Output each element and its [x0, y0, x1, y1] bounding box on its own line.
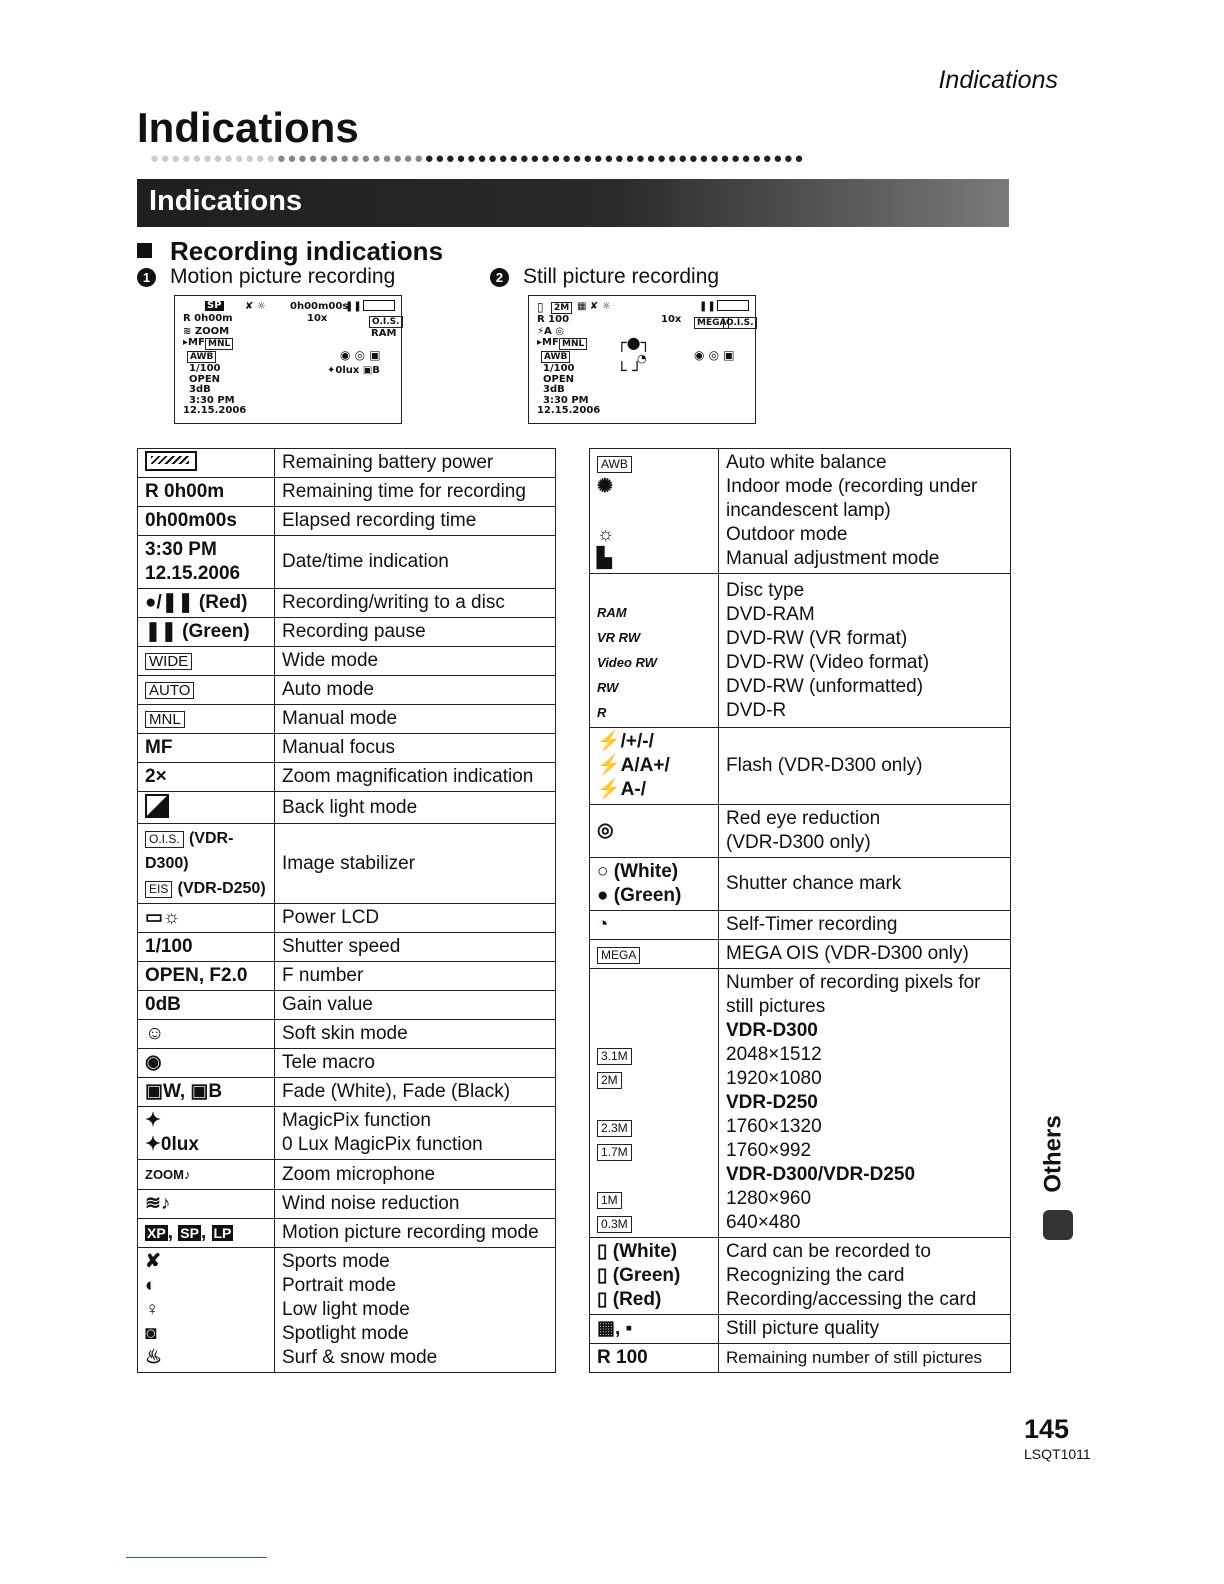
left-table-symbol: R 0h00m	[138, 478, 275, 507]
left-table-row	[138, 1107, 556, 1160]
ram-icon: RAM	[371, 328, 397, 339]
magicpix-icon: ✦	[145, 1110, 161, 1131]
left-table-description: Gain value	[275, 991, 556, 1020]
document-code: LSQT1011	[1024, 1446, 1091, 1462]
right-table-symbol: AWB ✺ ☼ ▙	[590, 449, 719, 574]
left-table-description: Remaining time for recording	[275, 478, 556, 507]
left-table-symbol: O.I.S. (VDR-D300) EIS (VDR-D250)	[138, 824, 275, 904]
right-table-symbol: 3.1M 2M 2.3M 1.7M 1M 0.3M	[590, 969, 719, 1238]
left-table-symbol: MF	[138, 734, 275, 763]
right-table-row	[590, 940, 1011, 969]
footer-link-line	[126, 1557, 267, 1558]
flash-icon: ⚡/+/-/	[597, 731, 654, 752]
power-lcd-icon: ▭☼	[145, 907, 181, 928]
left-table-symbol: 0h00m00s	[138, 507, 275, 536]
disc-icon: R	[597, 705, 607, 720]
right-table-row	[590, 1344, 1011, 1373]
self-timer-icon: ◔	[597, 914, 609, 935]
quality-icon: ▦, ▪	[597, 1318, 633, 1339]
right-table-symbol: ▯ (White) ▯ (Green) ▯ (Red)	[590, 1238, 719, 1315]
left-table-description: Recording/writing to a disc	[275, 589, 556, 618]
left-table-description: Remaining battery power	[275, 449, 556, 478]
left-table-symbol	[138, 1160, 275, 1190]
motion-recording-label: 1 Motion picture recording	[137, 265, 395, 289]
flash-icon: ⚡A-/	[597, 779, 646, 800]
left-table-row	[138, 824, 556, 904]
left-table-symbol: MNL	[138, 705, 275, 734]
left-table-description: Fade (White), Fade (Black)	[275, 1078, 556, 1107]
left-table-description: Date/time indication	[275, 536, 556, 589]
right-table-symbol: MEGA	[590, 940, 719, 969]
disc-icon: RW	[597, 680, 619, 695]
page-number: 145	[1024, 1414, 1070, 1444]
left-table-row	[138, 536, 556, 589]
quality-scene-icons: ▦ ✘ ☼	[577, 301, 611, 312]
scene-icon: ✘ ◐ ♀ ◙ ♨	[145, 1251, 163, 1368]
left-table-symbol: OPEN, F2.0	[138, 962, 275, 991]
left-table-row	[138, 449, 556, 478]
mf-indicator: ▸MF	[537, 337, 559, 348]
still-screen-diagram	[528, 295, 756, 424]
fade-icon: ▣W, ▣B	[145, 1081, 223, 1102]
left-table-description: Elapsed recording time	[275, 507, 556, 536]
disc-icon: RAM	[597, 605, 627, 620]
left-table-row	[138, 991, 556, 1020]
time-value: 3:30 PM	[189, 395, 235, 406]
left-table-symbol	[138, 1248, 275, 1373]
left-table-description: Zoom microphone	[275, 1160, 556, 1190]
left-table-description: Recording pause	[275, 618, 556, 647]
left-table-row	[138, 904, 556, 933]
zoom-indicator: 10x	[307, 313, 328, 324]
left-table-description: Motion picture recording mode	[275, 1219, 556, 1248]
left-table-row	[138, 676, 556, 705]
pause-icon: ❚❚	[345, 301, 362, 312]
left-table-symbol	[138, 1219, 275, 1248]
mnl-icon: MNL	[205, 338, 233, 350]
mnl-icon: MNL	[559, 338, 587, 350]
number-one-icon: 1	[137, 268, 156, 287]
left-table-description: Wide mode	[275, 647, 556, 676]
right-table-description: Card can be recorded to Recognizing the card Recording/accessing the card	[719, 1238, 1011, 1315]
left-table-description: Power LCD	[275, 904, 556, 933]
left-table-row	[138, 507, 556, 536]
left-table-description: Back light mode	[275, 792, 556, 824]
mf-indicator: ▸MF	[183, 337, 205, 348]
right-table-row	[590, 969, 1011, 1238]
time-value: 3:30 PM	[543, 395, 589, 406]
left-table-row	[138, 1219, 556, 1248]
left-table-description: Manual focus	[275, 734, 556, 763]
right-table-symbol	[590, 805, 719, 858]
left-table-row	[138, 478, 556, 507]
right-table-row	[590, 728, 1011, 805]
motion-screen-diagram	[174, 295, 402, 424]
left-table-symbol: ❚❚ (Green)	[138, 618, 275, 647]
right-table-description: Red eye reduction (VDR-D300 only)	[719, 805, 1011, 858]
left-table-row	[138, 589, 556, 618]
right-indication-table	[589, 448, 1011, 1373]
others-side-tab: Others	[1039, 1115, 1067, 1193]
right-table-row	[590, 911, 1011, 940]
ois-icon: O.I.S.	[369, 316, 403, 328]
indoor-icon: ✺	[597, 476, 613, 497]
left-table-row	[138, 763, 556, 792]
right-table-row	[590, 574, 1011, 728]
left-table-row	[138, 618, 556, 647]
left-table-row	[138, 734, 556, 763]
dotted-rule: ●●●●●●●●●●●●●●●●●●●●●●●●●●●●●●●●●●●●●●●●●●●●●●●●●●●●●●●●●●●●●●	[150, 150, 805, 166]
left-table-symbol	[138, 1078, 275, 1107]
number-two-icon: 2	[490, 268, 509, 287]
left-table-row	[138, 1078, 556, 1107]
flash-icon: ⚡A/A+/	[597, 755, 670, 776]
shutter-value: 1/100	[189, 363, 221, 374]
backlight-icon	[145, 798, 169, 819]
recording-mode-icons: XP , SP , LP	[147, 1222, 232, 1243]
left-table-symbol: 0dB	[138, 991, 275, 1020]
left-table-symbol: ●/❚❚ (Red)	[138, 589, 275, 618]
mega-icon: MEGA	[694, 317, 729, 329]
page-title: Indications	[137, 104, 359, 151]
left-table-symbol	[138, 1020, 275, 1049]
focus-frame-bottom-icon: └ ┘	[617, 361, 642, 380]
gain-value: 3dB	[543, 384, 565, 395]
tele-macro-icon: ◉	[145, 1052, 162, 1073]
card-icon: ▯	[537, 300, 544, 314]
left-table-row	[138, 1020, 556, 1049]
right-table-description: Number of recording pixels for still pictures VDR-D300 2048×1512 1920×1080 VDR-D250 1760×1320 1760×992 VDR-D300/VDR-D250 1280×960 640×480	[719, 969, 1011, 1238]
left-table-row	[138, 1248, 556, 1373]
self-timer-icon: ◔	[637, 352, 647, 365]
focus-frame-icon: ┌●┐	[617, 333, 651, 352]
left-table-description: Tele macro	[275, 1049, 556, 1078]
magicpix-indicator: ✦0lux ▣B	[327, 365, 380, 376]
soft-skin-icon: ☺	[145, 1023, 165, 1044]
elapsed-time: 0h00m00s	[290, 301, 349, 312]
left-table-description: Shutter speed	[275, 933, 556, 962]
left-table-symbol: WIDE	[138, 647, 275, 676]
disc-icon: VR RW	[597, 630, 641, 645]
manual-wb-icon: ▙	[597, 548, 612, 569]
pause-icon: ❚❚	[699, 301, 716, 312]
left-table-row	[138, 1190, 556, 1219]
left-table-symbol	[138, 449, 275, 478]
right-table-description: MEGA OIS (VDR-D300 only)	[719, 940, 1011, 969]
pixel-size-icon: 2M	[551, 302, 572, 314]
left-table-row	[138, 1160, 556, 1190]
shutter-value: 1/100	[543, 363, 575, 374]
left-table-row	[138, 933, 556, 962]
left-table-row	[138, 705, 556, 734]
card-status-icon: ▯	[597, 1289, 608, 1310]
left-table-description: MagicPix function 0 Lux MagicPix function	[275, 1107, 556, 1160]
left-table-symbol	[138, 792, 275, 824]
right-table-description: Shutter chance mark	[719, 858, 1011, 911]
remaining-pictures: R 100	[537, 314, 570, 325]
left-table-description: Auto mode	[275, 676, 556, 705]
sports-lcd-icons: ✘ ☼	[245, 301, 266, 312]
battery-icon	[363, 300, 395, 311]
square-bullet-icon	[137, 243, 152, 258]
right-table-description: Auto white balance Indoor mode (recording under incandescent lamp) Outdoor mode Manual adjustment mode	[719, 449, 1011, 574]
right-table-description: Remaining number of still pictures	[719, 1344, 1011, 1373]
right-table-description: Disc type DVD-RAM DVD-RW (VR format) DVD-RW (Video format) DVD-RW (unformatted) DVD-R	[719, 574, 1011, 728]
gain-value: 3dB	[189, 384, 211, 395]
left-table-row	[138, 647, 556, 676]
iris-value: OPEN	[543, 374, 575, 385]
section-heading: Recording indications	[137, 236, 443, 267]
zoom-indicator: 10x	[661, 314, 682, 325]
left-table-description: Manual mode	[275, 705, 556, 734]
right-table-row	[590, 1238, 1011, 1315]
left-table-description: Image stabilizer	[275, 824, 556, 904]
awb-icon: AWB	[541, 351, 570, 363]
left-table-symbol	[138, 1049, 275, 1078]
right-table-row	[590, 449, 1011, 574]
right-table-row	[590, 805, 1011, 858]
wind-icon: ≋♪	[145, 1193, 171, 1214]
magicpix-0lux-icon: ✦0lux	[145, 1134, 199, 1155]
side-tab-marker	[1043, 1210, 1073, 1240]
right-table-symbol	[590, 911, 719, 940]
left-table-description: Zoom magnification indication	[275, 763, 556, 792]
left-indication-table	[137, 448, 556, 1373]
right-table-symbol: R 100	[590, 1344, 719, 1373]
right-table-symbol	[590, 728, 719, 805]
awb-icon: AWB	[187, 351, 216, 363]
red-eye-icon: ◎	[597, 820, 614, 841]
section-banner	[137, 179, 1009, 227]
right-table-row	[590, 858, 1011, 911]
card-status-icon: ▯	[597, 1241, 608, 1262]
battery-icon	[717, 300, 749, 311]
disc-icon: Video RW	[597, 655, 657, 670]
left-table-symbol: AUTO	[138, 676, 275, 705]
right-table-symbol	[590, 1315, 719, 1344]
left-table-description: Soft skin mode	[275, 1020, 556, 1049]
right-table-description: Flash (VDR-D300 only)	[719, 728, 1011, 805]
date-value: 12.15.2006	[183, 405, 247, 416]
left-table-description: F number	[275, 962, 556, 991]
wind-zoom-icon: ≋ ZOOM	[183, 326, 230, 337]
outdoor-icon: ☼	[597, 524, 615, 545]
right-table-row	[590, 1315, 1011, 1344]
running-header: Indications	[938, 66, 1058, 94]
right-table-symbol	[590, 574, 719, 728]
right-table-description: Still picture quality	[719, 1315, 1011, 1344]
left-table-description: Wind noise reduction	[275, 1190, 556, 1219]
card-status-icon: ▯	[597, 1265, 608, 1286]
left-table-symbol	[138, 1190, 275, 1219]
macro-skin-backlight-icons: ◉ ◎ ▣	[340, 348, 381, 362]
right-table-description: Self-Timer recording	[719, 911, 1011, 940]
battery-icon	[145, 452, 197, 473]
left-table-description: Sports mode Portrait mode Low light mode Spotlight mode Surf & snow mode	[275, 1248, 556, 1373]
left-table-row	[138, 1049, 556, 1078]
date-value: 12.15.2006	[537, 405, 601, 416]
still-recording-label: 2 Still picture recording	[490, 265, 719, 289]
zoom-mic-icon: ZOOM♪	[145, 1167, 191, 1182]
remain-time: R 0h00m	[183, 313, 233, 324]
sp-mode-icon: SP	[207, 300, 222, 311]
right-table-symbol: ○ (White) ● (Green)	[590, 858, 719, 911]
macro-skin-backlight-icons: ◉ ◎ ▣	[694, 348, 735, 362]
left-table-symbol	[138, 904, 275, 933]
left-table-row	[138, 962, 556, 991]
iris-value: OPEN	[189, 374, 221, 385]
flash-icon: ⚡A ◎	[537, 326, 564, 337]
left-table-symbol	[138, 1107, 275, 1160]
left-table-row	[138, 792, 556, 824]
ois-icon: O.I.S.	[723, 317, 757, 329]
banner-title: Indications	[149, 185, 303, 217]
left-table-symbol: 1/100	[138, 933, 275, 962]
left-table-symbol: 2×	[138, 763, 275, 792]
left-table-symbol: 3:30 PM 12.15.2006	[138, 536, 275, 589]
